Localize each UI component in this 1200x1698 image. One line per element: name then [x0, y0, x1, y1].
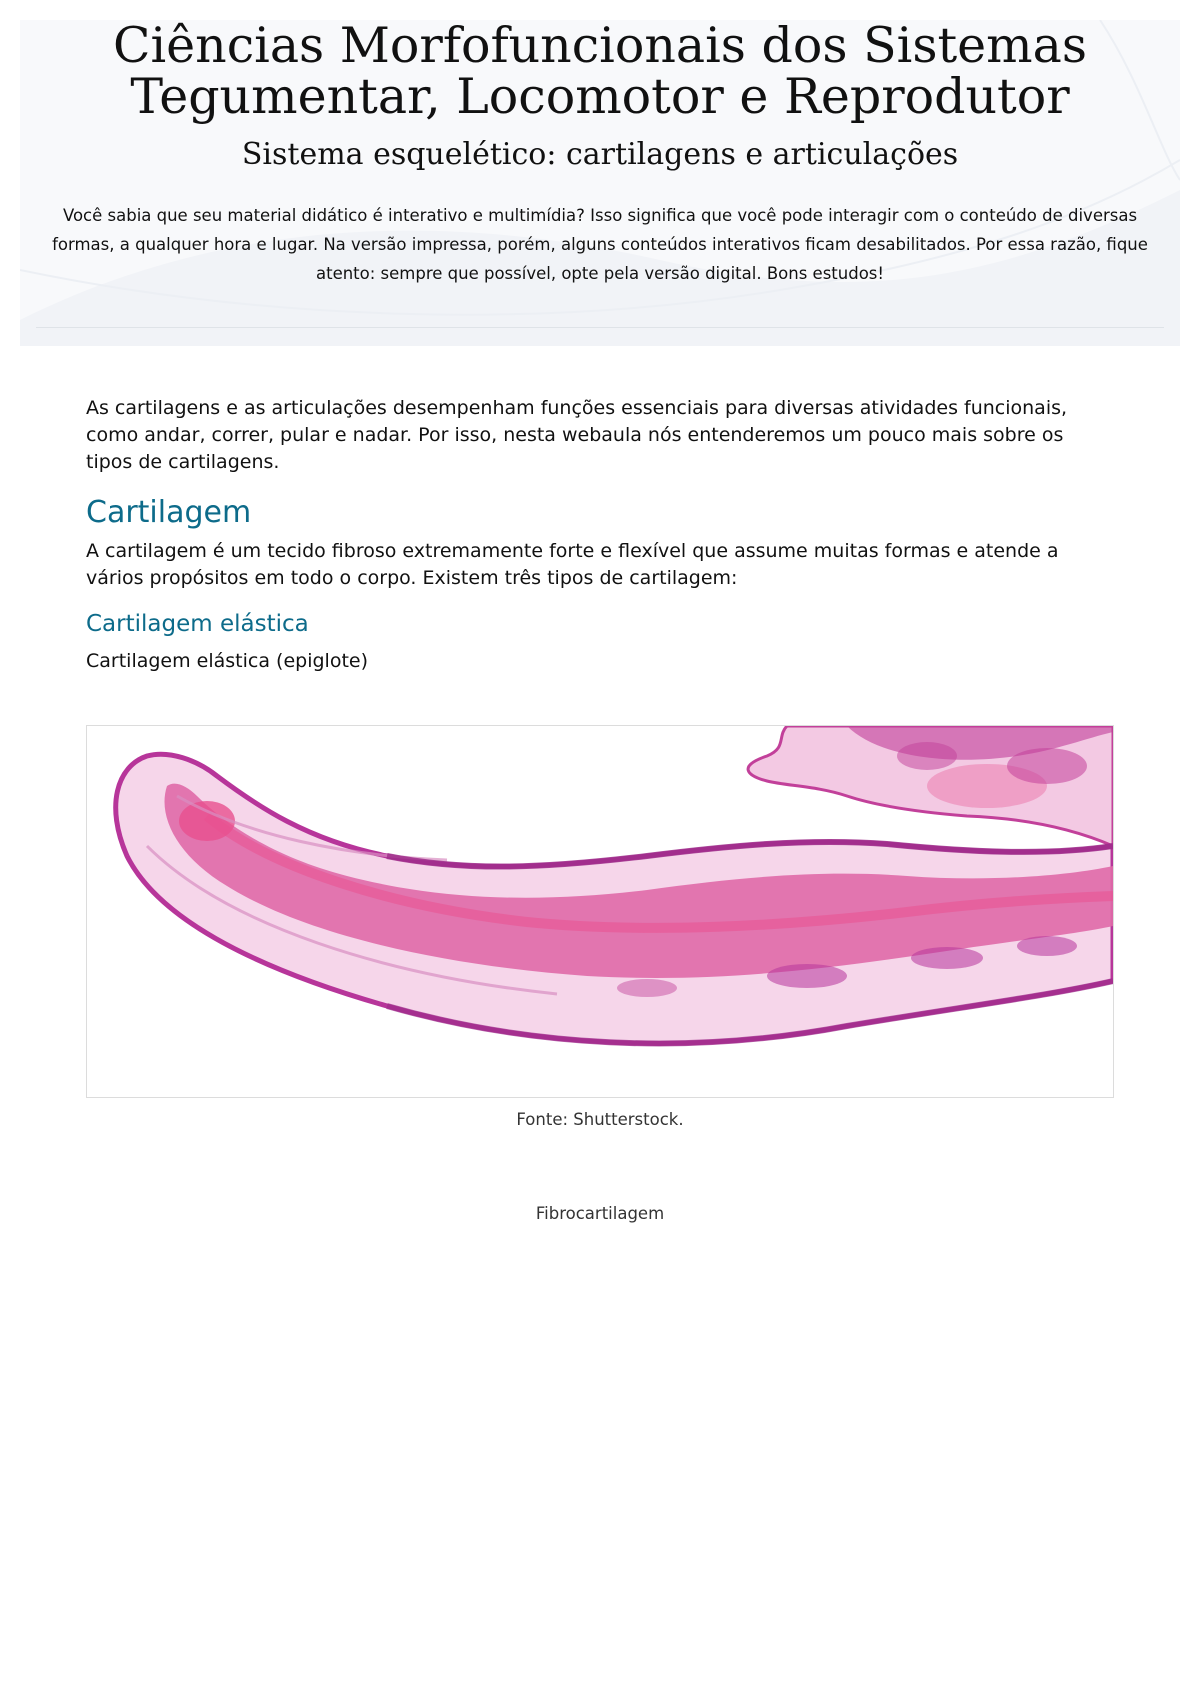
page-title-line-2: Tegumentar, Locomotor e Reprodutor	[130, 68, 1070, 125]
page-title-line-1: Ciências Morfofuncionais dos Sistemas	[112, 20, 1088, 74]
figure-caption: Fonte: Shutterstock.	[516, 1110, 684, 1129]
next-item-label-fibrocartilage: Fibrocartilagem	[535, 1204, 665, 1223]
page-title	[20, 20, 1180, 125]
page-subtitle: Sistema esquelético: cartilagens e articulações	[241, 137, 959, 172]
main-content	[86, 395, 1114, 672]
image-label: Cartilagem elástica (epiglote)	[86, 650, 368, 672]
epiglottis-histology-image	[86, 725, 1114, 1098]
section-paragraph: A cartilagem é um tecido fibroso extremamente forte e flexível que assume muitas formas e atende a vários propósitos em todo o corpo. Existem três tipos de cartilagem:	[86, 540, 1059, 589]
header-divider	[36, 327, 1164, 328]
section-title-cartilagem: Cartilagem	[86, 495, 252, 530]
subsection-title-elastic-cartilage: Cartilagem elástica	[86, 611, 309, 637]
epiglottis-illustration	[87, 726, 1113, 1097]
interactive-notice: Você sabia que seu material didático é interativo e multimídia? Isso significa que você pode interagir com o conteúdo de diversas formas, a qualquer hora e lugar. Na versão impressa, porém, alguns conteúdos interativos ficam desabilitados. Por essa razão, fique atento: sempre que possível, opte pela versão digital. Bons estudos!	[52, 206, 1148, 283]
intro-paragraph: As cartilagens e as articulações desempenham funções essenciais para diversas atividades funcionais, como andar, correr, pular e nadar. Por isso, nesta webaula nós entenderemos um pouco mais sobre os tipos de cartilagens.	[86, 397, 1068, 473]
page-header	[20, 20, 1180, 346]
